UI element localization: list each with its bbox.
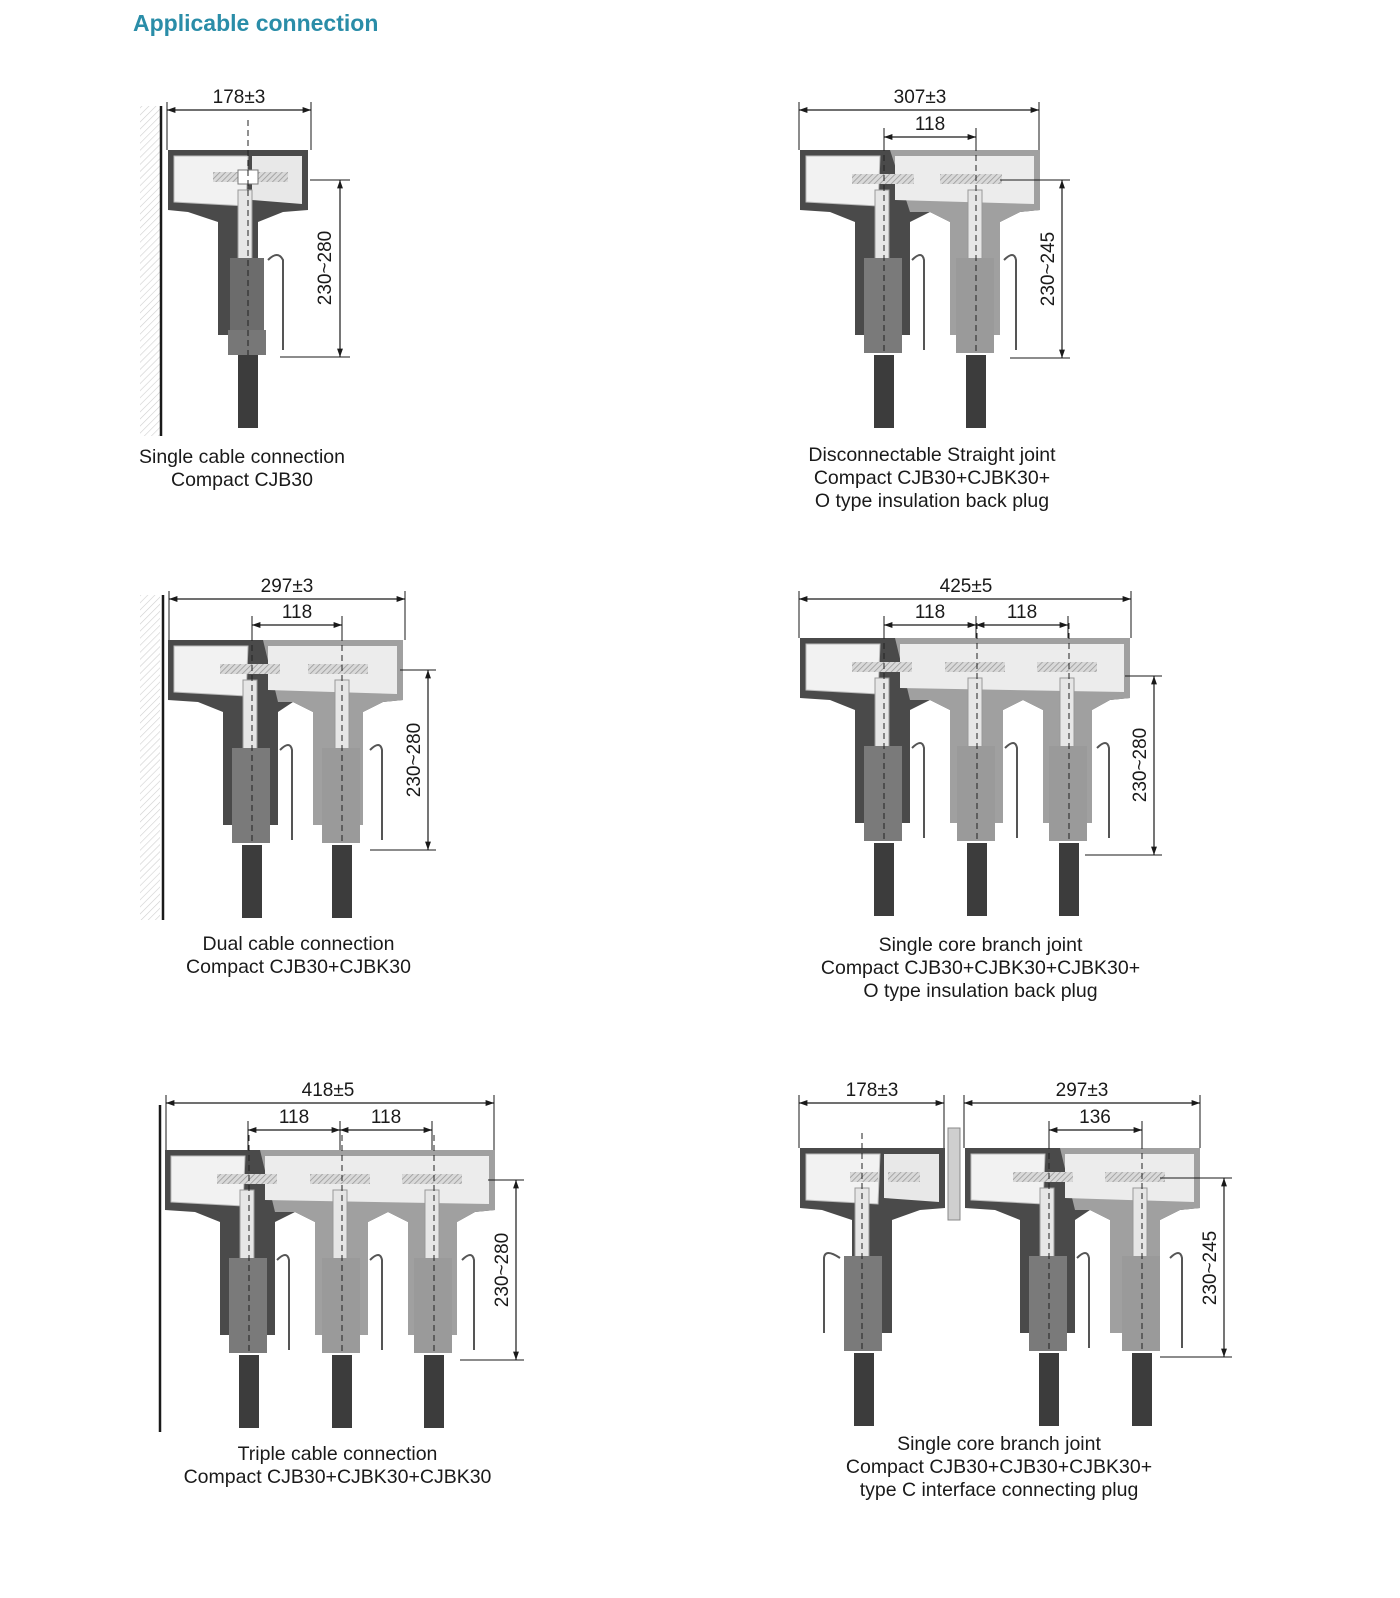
c-type-connecting-plug [948, 1128, 960, 1220]
caption-line: Single core branch joint [897, 1433, 1101, 1455]
caption-triple-cable [170, 1443, 505, 1489]
dim-pitch-label: 118 [281, 602, 313, 623]
caption-line: Compact CJB30 [171, 469, 313, 491]
dim-overall-label: 307±3 [893, 87, 947, 108]
dim-pitch-label: 118 [914, 114, 946, 135]
connector-body [168, 120, 308, 428]
caption-dual-cable [176, 933, 421, 979]
caption-single-cable [131, 446, 353, 492]
connector-body [165, 1135, 495, 1428]
dim-pitch-2-label: 118 [370, 1107, 402, 1128]
caption-line: Single cable connection [139, 446, 345, 468]
caption-single-core-branch-o [808, 934, 1153, 1003]
connector-body [800, 135, 1040, 428]
dim-height-label: 230~280 [315, 230, 336, 306]
dim-pitch-2-label: 118 [1006, 602, 1038, 623]
dim-overall-label: 178±3 [212, 87, 266, 108]
right-connector-body [965, 1133, 1200, 1426]
caption-line: type C interface connecting plug [859, 1479, 1139, 1501]
page-title: Applicable connection [133, 10, 379, 36]
dim-height-label: 230~245 [1038, 231, 1059, 307]
caption-line: Dual cable connection [202, 933, 395, 955]
caption-line: O type insulation back plug [863, 980, 1098, 1002]
dim-height-label: 230~245 [1200, 1230, 1221, 1306]
dim-overall-label: 418±5 [301, 1080, 355, 1101]
caption-line: Compact CJB30+CJBK30+ [813, 467, 1051, 489]
dim-pitch-1-label: 118 [914, 602, 946, 623]
caption-line: Compact CJB30+CJBK30 [186, 956, 411, 978]
diagram-triple-cable [160, 1080, 524, 1432]
dim-overall-label: 297±3 [260, 576, 314, 597]
diagram-single-cable [140, 87, 350, 436]
wall-hatch [140, 595, 160, 920]
diagram-dual-cable [140, 576, 436, 920]
connector-body [168, 625, 403, 918]
caption-line: Compact CJB30+CJBK30+CJBK30+ [820, 957, 1141, 979]
wall-hatch [140, 106, 160, 436]
diagram-single-core-branch-o [799, 576, 1162, 916]
caption-disconnectable-straight [798, 444, 1066, 513]
dim-height-label: 230~280 [1130, 727, 1151, 803]
caption-line: O type insulation back plug [814, 490, 1050, 512]
caption-single-core-branch-c [834, 1433, 1164, 1502]
dim-height-label: 230~280 [404, 722, 425, 798]
caption-line: Single core branch joint [878, 934, 1083, 956]
diagram-single-core-branch-c [799, 1080, 1232, 1426]
dim-height-label: 230~280 [492, 1232, 513, 1308]
dim-pitch-1-label: 118 [278, 1107, 310, 1128]
diagram-disconnectable-straight [799, 87, 1070, 428]
dim-left-label: 178±3 [845, 1080, 899, 1101]
caption-line: Disconnectable Straight joint [808, 444, 1056, 466]
dim-overall-label: 425±5 [939, 576, 993, 597]
caption-line: Compact CJB30+CJBK30+CJBK30 [183, 1466, 492, 1488]
caption-line: Compact CJB30+CJB30+CJBK30+ [845, 1456, 1153, 1478]
dim-pitch-label: 136 [1079, 1107, 1111, 1128]
left-connector-body [800, 1133, 945, 1426]
dim-right-label: 297±3 [1055, 1080, 1109, 1101]
connector-body [800, 623, 1130, 916]
caption-line: Triple cable connection [237, 1443, 438, 1465]
